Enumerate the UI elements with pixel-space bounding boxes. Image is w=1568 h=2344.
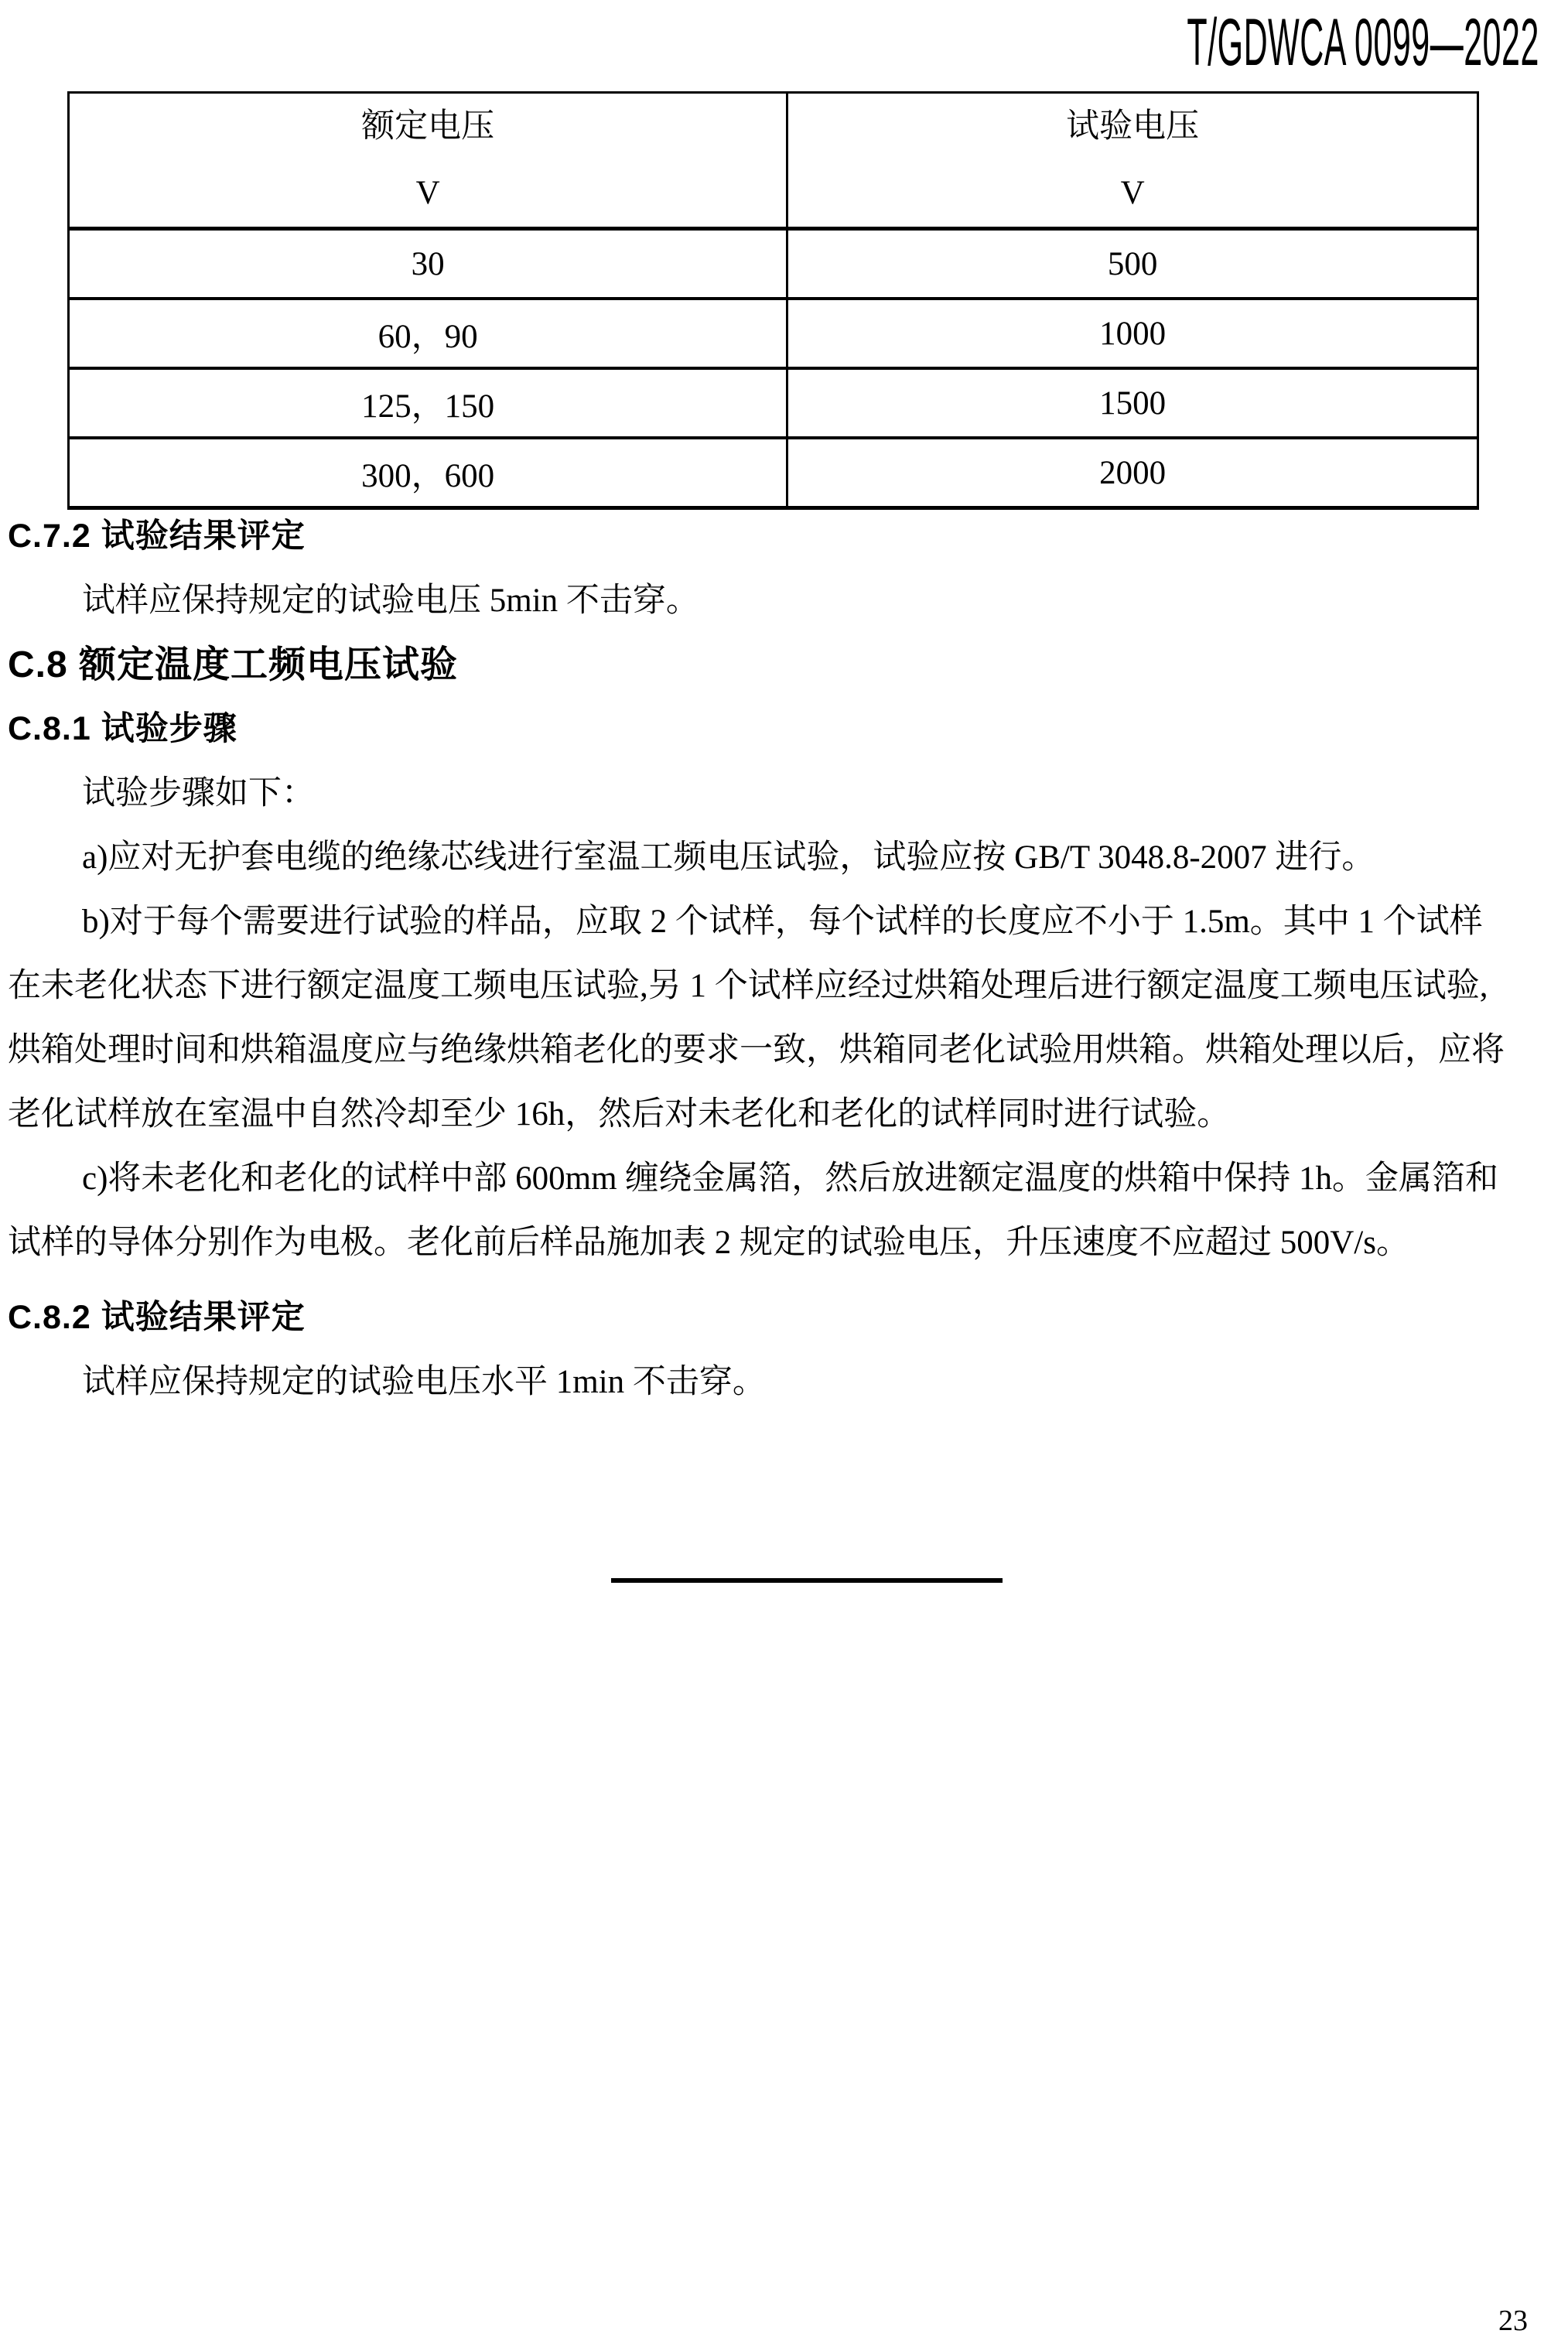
test-voltage-title: 试验电压 <box>1066 108 1200 145</box>
table-header-test-voltage <box>787 93 1478 229</box>
test-voltage-table <box>67 91 1479 510</box>
para-step-c-line1: c)将未老化和老化的试样中部 600mm 缠绕金属箔，然后放进额定温度的烘箱中保持 1h。金属箔和 <box>82 1160 1499 1197</box>
para-step-b-line3: 烘箱处理时间和烘箱温度应与绝缘烘箱老化的要求一致，烘箱同老化试验用烘箱。烘箱处理以后，应将 <box>8 1032 1505 1068</box>
para-c8-2-result: 试样应保持规定的试验电压水平 1min 不击穿。 <box>82 1364 766 1400</box>
section-heading-c8-1: C.8.1 试验步骤 <box>8 710 237 747</box>
rated-voltage-cell: 125，150 <box>69 368 787 438</box>
section-heading-c8-2: C.8.2 试验结果评定 <box>8 1299 306 1336</box>
test-voltage-cell: 500 <box>787 229 1478 299</box>
table-header-rated-voltage <box>69 93 787 229</box>
rated-voltage-title: 额定电压 <box>361 108 495 145</box>
page-number: 23 <box>1498 2305 1528 2337</box>
test-voltage-unit: V <box>1120 175 1145 211</box>
rated-voltage-cell: 300，600 <box>69 438 787 508</box>
table-row <box>69 299 1478 368</box>
section-heading-c7-2: C.7.2 试验结果评定 <box>8 518 306 555</box>
test-voltage-cell: 1500 <box>787 368 1478 438</box>
rated-voltage-cell: 30 <box>69 229 787 299</box>
table-row <box>69 368 1478 438</box>
end-of-text-rule <box>611 1578 1003 1583</box>
para-step-a: a)应对无护套电缆的绝缘芯线进行室温工频电压试验，试验应按 GB/T 3048.8-2007 进行。 <box>82 839 1375 876</box>
section-heading-c8: C.8 额定温度工频电压试验 <box>8 644 459 685</box>
standard-ref-header: T/GDWCA 0099—2022 <box>1187 5 1539 80</box>
test-voltage-cell: 1000 <box>787 299 1478 368</box>
para-step-b-line2: 在未老化状态下进行额定温度工频电压试验,另 1 个试样应经过烘箱处理后进行额定温度工频电压试验, <box>8 968 1488 1004</box>
table-row <box>69 438 1478 508</box>
rated-voltage-unit: V <box>415 175 440 211</box>
para-steps-intro: 试验步骤如下： <box>82 775 315 812</box>
body-text <box>8 504 1555 1414</box>
para-c7-2-result: 试样应保持规定的试验电压 5min 不击穿。 <box>82 583 699 619</box>
para-step-c-line2: 试样的导体分别作为电极。老化前后样品施加表 2 规定的试验电压，升压速度不应超过 500V/s。 <box>8 1225 1409 1261</box>
table-row <box>69 229 1478 299</box>
para-step-b-line4: 老化试样放在室温中自然冷却至少 16h，然后对未老化和老化的试样同时进行试验。 <box>8 1096 1231 1133</box>
test-voltage-cell: 2000 <box>787 438 1478 508</box>
para-step-b-line1: b)对于每个需要进行试验的样品，应取 2 个试样，每个试样的长度应不小于 1.5m。其中 1 个试样 <box>82 904 1483 940</box>
rated-voltage-cell: 60，90 <box>69 299 787 368</box>
table-header-row <box>69 93 1478 229</box>
